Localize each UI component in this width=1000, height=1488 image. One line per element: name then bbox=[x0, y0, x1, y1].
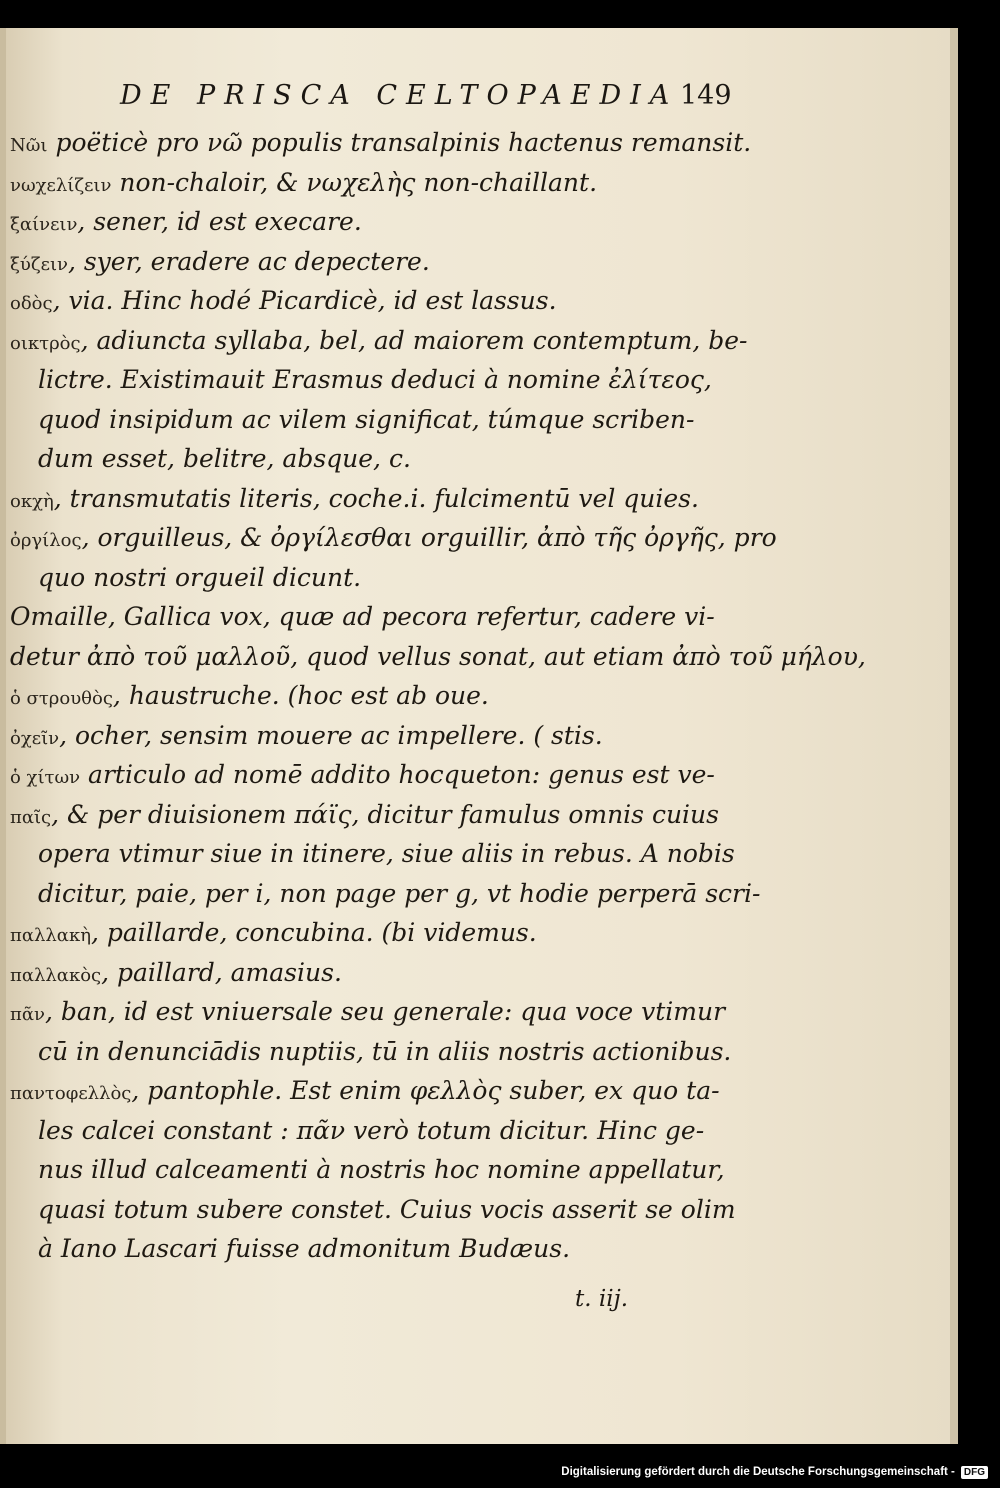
greek-headword: ὀργίλος bbox=[10, 530, 82, 551]
text-line bbox=[38, 839, 735, 879]
line-text: , orguilleus, & ὀργίλεσθαι orguillir, ἀπὸ τῆς ὀργῆς, pro bbox=[81, 523, 777, 552]
text-line bbox=[10, 997, 725, 1037]
line-text: , paillarde, concubina. (bi videmus. bbox=[91, 918, 537, 947]
text-line bbox=[10, 523, 777, 563]
text-line bbox=[10, 247, 430, 287]
greek-headword: ὁ στρουθὸς bbox=[10, 688, 113, 709]
greek-headword: νωχελίζειν bbox=[10, 174, 112, 196]
line-text: quasi totum subere constet. Cuius vocis asserit se olim bbox=[38, 1194, 736, 1224]
line-text: lictre. Existimauit Erasmus deduci à nomine ἐλίτεος, bbox=[38, 365, 712, 394]
greek-headword: ξύζειν bbox=[10, 253, 68, 275]
line-text: , via. Hinc hodé Picardicè, id est lassus. bbox=[52, 286, 557, 315]
text-line bbox=[10, 642, 866, 682]
text-line bbox=[10, 958, 342, 998]
line-text: , paillard, amasius. bbox=[101, 957, 342, 987]
greek-headword: παλλακὴ bbox=[10, 925, 91, 946]
text-line bbox=[38, 563, 361, 603]
line-text: opera vtimur siue in itinere, siue aliis in rebus. A nobis bbox=[38, 839, 735, 868]
line-text: detur ἀπὸ τοῦ μαλλοῦ, quod vellus sonat, aut etiam ἀπὸ τοῦ μήλου, bbox=[10, 641, 866, 671]
dfg-logo: DFG bbox=[961, 1466, 988, 1479]
greek-headword: παλλακὸς bbox=[10, 964, 102, 986]
text-line bbox=[10, 168, 597, 208]
text-line bbox=[38, 879, 760, 919]
text-line bbox=[10, 918, 537, 958]
line-text: dicitur, paie, per i, non page per g, vt hodie perperā scri- bbox=[38, 878, 761, 908]
line-text: , sener, id est execare. bbox=[77, 207, 362, 236]
line-text: , ban, id est vniuersale seu generale: qua voce vtimur bbox=[44, 997, 726, 1026]
text-line bbox=[38, 444, 411, 484]
text-line bbox=[38, 365, 712, 405]
line-text: quo nostri orgueil dicunt. bbox=[38, 562, 362, 592]
text-line bbox=[10, 602, 715, 642]
greek-headword: ὁ χίτων bbox=[10, 767, 81, 788]
line-text: , syer, eradere ac depectere. bbox=[67, 246, 430, 276]
line-text: cū in denunciādis nuptiis, tū in aliis nostris actionibus. bbox=[38, 1036, 732, 1066]
text-line bbox=[38, 405, 694, 445]
page-edge bbox=[950, 28, 958, 1444]
line-text: , haustruche. (hoc est ab oue. bbox=[112, 681, 489, 710]
line-text: non-chaloir, & νωχελὴς non-chaillant. bbox=[111, 167, 598, 197]
line-text: nus illud calceamenti à nostris hoc nomine appellatur, bbox=[38, 1155, 725, 1184]
line-text: à Iano Lascari fuisse admonitum Budæus. bbox=[38, 1234, 571, 1263]
line-text: Omaille, Gallica vox, quæ ad pecora refertur, cadere vi- bbox=[10, 602, 715, 631]
footer-credit bbox=[561, 1463, 988, 1481]
text-line bbox=[10, 1076, 720, 1116]
text-line bbox=[38, 1037, 731, 1077]
text-line bbox=[10, 207, 362, 247]
text-line bbox=[38, 1116, 704, 1156]
greek-headword: ξαίνειν bbox=[10, 214, 78, 235]
footer-credit-text: Digitalisierung gefördert durch die Deutsche Forschungsgemeinschaft - bbox=[561, 1466, 955, 1478]
text-line bbox=[10, 286, 557, 326]
line-text: , adiuncta syllaba, bel, ad maiorem contemptum, be- bbox=[80, 325, 748, 355]
greek-headword: παῖς bbox=[10, 806, 52, 828]
line-text: dum esset, belitre, absque, c. bbox=[38, 444, 411, 473]
text-line bbox=[10, 800, 719, 840]
line-text: , ocher, sensim mouere ac impellere. ( stis. bbox=[59, 720, 603, 750]
line-text: les calcei constant : πᾶν verò totum dicitur. Hinc ge- bbox=[38, 1115, 705, 1145]
text-line bbox=[10, 128, 751, 168]
greek-headword: πᾶν bbox=[10, 1004, 45, 1025]
text-line bbox=[10, 681, 489, 721]
text-line bbox=[38, 1155, 725, 1195]
line-text: , & per diuisionem πάϊς, dicitur famulus omnis cuius bbox=[51, 799, 719, 829]
signature-mark: t. iij. bbox=[575, 1286, 629, 1312]
line-text: quod insipidum ac vilem significat, túmque scriben- bbox=[38, 404, 695, 434]
greek-headword: ὀχεῖν bbox=[10, 727, 60, 749]
text-line bbox=[10, 484, 699, 524]
greek-headword: Nῶι bbox=[10, 135, 48, 156]
line-text: , transmutatis literis, coche.i. fulcimentū vel quies. bbox=[53, 483, 699, 513]
text-line bbox=[10, 721, 603, 761]
greek-headword: οικτρὸς bbox=[10, 332, 81, 354]
text-line bbox=[10, 760, 715, 800]
greek-headword: οκχὴ bbox=[10, 490, 54, 512]
line-text: poëticè pro νῶ populis transalpinis hactenus remansit. bbox=[47, 128, 752, 157]
greek-headword: παντοφελλὸς bbox=[10, 1083, 132, 1104]
line-text: articulo ad nomē addito hocqueton: genus est ve- bbox=[80, 760, 715, 789]
running-title: DE PRISCA CELTOPAEDIA bbox=[120, 80, 679, 111]
text-line bbox=[38, 1234, 570, 1274]
line-text: , pantophle. Est enim φελλὸς suber, ex quo ta- bbox=[131, 1076, 720, 1105]
text-line bbox=[38, 1195, 736, 1235]
text-line bbox=[10, 326, 747, 366]
page-number: 149 bbox=[680, 80, 732, 111]
greek-headword: οδὸς bbox=[10, 293, 53, 314]
